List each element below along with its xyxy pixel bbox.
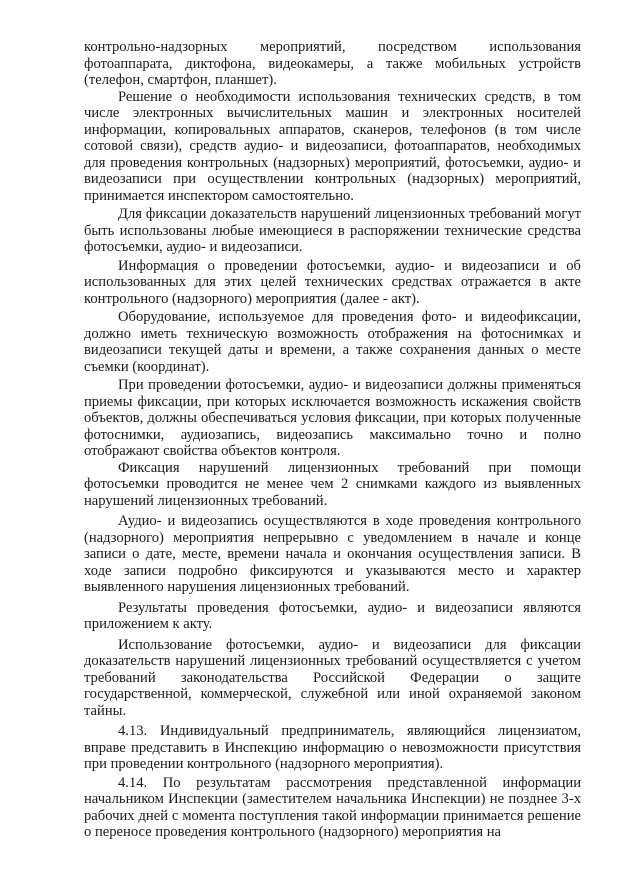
paragraph-technical-means-decision: Решение о необходимости использования технических средств, в том числе электронных вычислительных машин и электронных носителей информации, копировальных аппаратов, сканеров, телефонов (в том числе сотовой связи), средств аудио- и видеозаписи, фотоаппаратов, необходимых для проведения контрольных (надзорных) мероприятий, фотосъемки, аудио- и видеозаписи при осуществлении контрольных (надзорных) мероприятий, принимается инспектором самостоятельно. bbox=[84, 88, 581, 204]
paragraph-4-14: 4.14. По результатам рассмотрения представленной информации начальником Инспекции (заместителем начальника Инспекции) не позднее 3-х рабочих дней с момента поступления такой информации принимается решение о переносе проведения контрольного (надзорного) мероприятия на bbox=[84, 774, 581, 840]
paragraph-information-in-act: Информация о проведении фотосъемки, аудио- и видеозаписи и об использованных для этих целей технических средствах отражается в акте контрольного (надзорного) мероприятия (далее - акт). bbox=[84, 257, 581, 307]
paragraph-continuation: контрольно-надзорных мероприятий, посредством использования фотоаппарата, диктофона, видеокамеры, а также мобильных устройств (телефон, смартфон, планшет). bbox=[84, 39, 581, 88]
paragraph-audio-video-recording: Аудио- и видеозапись осуществляются в ходе проведения контрольного (надзорного) мероприятия непрерывно с уведомлением в начале и конце записи о дате, месте, времени начала и окончания осуществления записи. В ходе записи подробно фиксируются и указываются место и характер выявленного нарушения лицензионных требований. bbox=[84, 513, 581, 595]
paragraph-4-13: 4.13. Индивидуальный предприниматель, являющийся лицензиатом, вправе представить в Инспекцию информацию о невозможности присутствия при проведении контрольного (надзорного мероприятия). bbox=[84, 723, 581, 772]
paragraph-equipment: Оборудование, используемое для проведения фото- и видеофиксации, должно иметь техническую возможность отображения на фотоснимках и видеозаписи текущей даты и времени, а также сохранения данных о месте съемки (координат). bbox=[84, 309, 581, 375]
paragraph-secrecy-requirements: Использование фотосъемки, аудио- и видеозаписи для фиксации доказательств нарушений лицензионных требований осуществляется с учетом требований законодательства Российской Федерации о защите государственной, коммерческой, служебной или иной охраняемой законом тайны. bbox=[84, 636, 581, 719]
paragraph-results-appendix: Результаты проведения фотосъемки, аудио- и видеозаписи являются приложением к акту. bbox=[84, 599, 581, 632]
document-page bbox=[84, 39, 581, 841]
paragraph-photo-fixation: Фиксация нарушений лицензионных требований при помощи фотосъемки проводится не менее чем 2 снимками каждого из выявленных нарушений лицензионных требований. bbox=[84, 459, 581, 509]
paragraph-fixation-methods: При проведении фотосъемки, аудио- и видеозаписи должны применяться приемы фиксации, при которых исключается возможность искажения свойств объектов, должны обеспечиваться условия фиксации, при которых полученные фотоснимки, аудиозапись, видеозапись максимально точно и полно отображают свойства объектов контроля. bbox=[84, 377, 581, 459]
paragraph-evidence-fixation: Для фиксации доказательств нарушений лицензионных требований могут быть использованы любые имеющиеся в распоряжении технические средства фотосъемки, аудио- и видеозаписи. bbox=[84, 206, 581, 255]
